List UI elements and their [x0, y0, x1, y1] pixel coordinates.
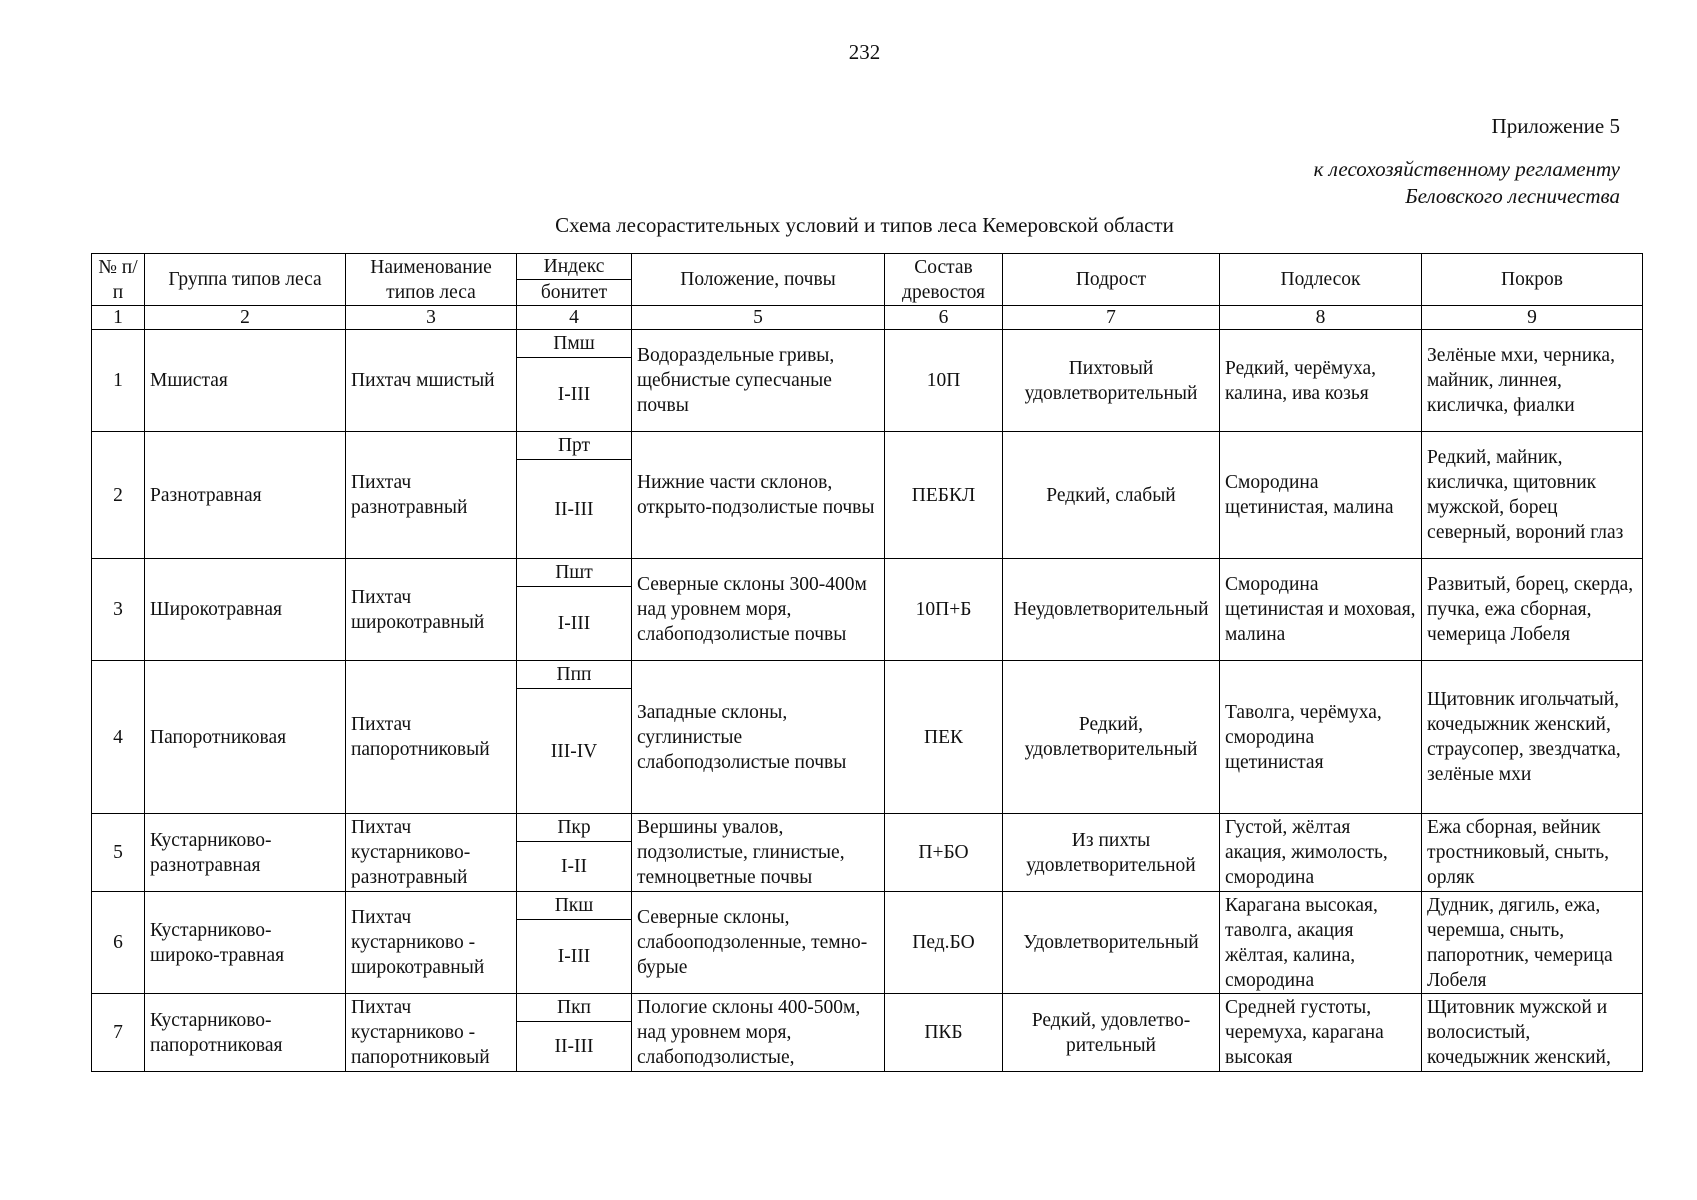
group-cell: Кустарниково-разнотравная	[145, 814, 346, 892]
group-cell: Кустарниково-широко-травная	[145, 892, 346, 994]
underbrush-cell: Смородина щетинистая и моховая, малина	[1220, 559, 1422, 661]
column-number: 9	[1422, 306, 1643, 330]
header-index: Индекс	[517, 254, 632, 280]
column-number: 8	[1220, 306, 1422, 330]
column-number: 1	[92, 306, 145, 330]
header-group: Группа типов леса	[145, 254, 346, 306]
undergrowth-cell: Пихтовый удовлетворительный	[1003, 330, 1220, 432]
column-number: 4	[517, 306, 632, 330]
index-cell: Ппп	[517, 661, 632, 689]
underbrush-cell: Средней густоты, черемуха, карагана высокая	[1220, 994, 1422, 1072]
name-cell: Пихтач широкотравный	[346, 559, 517, 661]
table-row	[92, 814, 1643, 842]
table-row	[92, 994, 1643, 1022]
position-cell: Водораздельные гривы, щебнистые супесчаные почвы	[632, 330, 885, 432]
header-cover: Покров	[1422, 254, 1643, 306]
cover-cell: Развитый, борец, скерда, пучка, ежа сборная, чемерица Лобеля	[1422, 559, 1643, 661]
position-cell: Нижние части склонов, открыто-подзолистые почвы	[632, 432, 885, 559]
position-cell: Пологие склоны 400-500м, над уровнем моря, слабоподзолистые,	[632, 994, 885, 1072]
header-num: № п/п	[92, 254, 145, 306]
name-cell: Пихтач кустарниково - широкотравный	[346, 892, 517, 994]
composition-cell: ПЕБКЛ	[885, 432, 1003, 559]
column-number: 3	[346, 306, 517, 330]
subtitle-line-2: Беловского лесничества	[1405, 184, 1620, 208]
name-cell: Пихтач разнотравный	[346, 432, 517, 559]
row-number: 2	[92, 432, 145, 559]
bonitet-cell: III-IV	[517, 689, 632, 814]
bonitet-cell: II-III	[517, 1022, 632, 1072]
header-name: Наименование типов леса	[346, 254, 517, 306]
undergrowth-cell: Редкий, удовлетворительный	[1003, 661, 1220, 814]
bonitet-cell: I-II	[517, 842, 632, 892]
column-number-row	[92, 306, 1643, 330]
name-cell: Пихтач кустарниково-разнотравный	[346, 814, 517, 892]
column-number: 7	[1003, 306, 1220, 330]
appendix-subtitle	[1314, 156, 1620, 210]
position-cell: Северные склоны, слабооподзоленные, темно-бурые	[632, 892, 885, 994]
composition-cell: 10П+Б	[885, 559, 1003, 661]
bonitet-cell: I-III	[517, 920, 632, 994]
index-cell: Пкп	[517, 994, 632, 1022]
header-bonitet: бонитет	[517, 280, 632, 306]
bonitet-cell: I-III	[517, 587, 632, 661]
position-cell: Северные склоны 300-400м над уровнем моря, слабоподзолистые почвы	[632, 559, 885, 661]
cover-cell: Щитовник игольчатый, кочедыжник женский, страусопер, звездчатка, зелёные мхи	[1422, 661, 1643, 814]
underbrush-cell: Карагана высокая, таволга, акация жёлтая, калина, смородина	[1220, 892, 1422, 994]
group-cell: Мшистая	[145, 330, 346, 432]
undergrowth-cell: Редкий, удовлетво-рительный	[1003, 994, 1220, 1072]
cover-cell: Зелёные мхи, черника, майник, линнея, кисличка, фиалки	[1422, 330, 1643, 432]
group-cell: Кустарниково-папоротниковая	[145, 994, 346, 1072]
composition-cell: ПЕК	[885, 661, 1003, 814]
undergrowth-cell: Из пихты удовлетворительной	[1003, 814, 1220, 892]
cover-cell: Щитовник мужской и волосистый, кочедыжник женский,	[1422, 994, 1643, 1072]
page-number: 232	[848, 40, 881, 64]
bonitet-cell: I-III	[517, 358, 632, 432]
table-row	[92, 432, 1643, 460]
row-number: 3	[92, 559, 145, 661]
cover-cell: Редкий, майник, кисличка, щитовник мужской, борец северный, вороний глаз	[1422, 432, 1643, 559]
column-number: 5	[632, 306, 885, 330]
cover-cell: Ежа сборная, вейник тростниковый, сныть, орляк	[1422, 814, 1643, 892]
bonitet-cell: II-III	[517, 460, 632, 559]
row-number: 7	[92, 994, 145, 1072]
column-number: 2	[145, 306, 346, 330]
group-cell: Разнотравная	[145, 432, 346, 559]
name-cell: Пихтач папоротниковый	[346, 661, 517, 814]
subtitle-line-1: к лесохозяйственному регламенту	[1313, 157, 1620, 181]
index-cell: Пмш	[517, 330, 632, 358]
row-number: 1	[92, 330, 145, 432]
underbrush-cell: Редкий, черёмуха, калина, ива козья	[1220, 330, 1422, 432]
group-cell: Широкотравная	[145, 559, 346, 661]
table-header	[92, 254, 1643, 330]
index-cell: Прт	[517, 432, 632, 460]
index-cell: Пкр	[517, 814, 632, 842]
name-cell: Пихтач кустарниково - папоротниковый	[346, 994, 517, 1072]
composition-cell: ПКБ	[885, 994, 1003, 1072]
cover-cell: Дудник, дягиль, ежа, черемша, сныть, папоротник, чемерица Лобеля	[1422, 892, 1643, 994]
row-number: 6	[92, 892, 145, 994]
row-number: 4	[92, 661, 145, 814]
table-row	[92, 661, 1643, 689]
header-undergrowth: Подрост	[1003, 254, 1220, 306]
appendix-label: Приложение 5	[1491, 114, 1620, 138]
header-composition: Состав древостоя	[885, 254, 1003, 306]
table-row	[92, 330, 1643, 358]
position-cell: Вершины увалов, подзолистые, глинистые, темноцветные почвы	[632, 814, 885, 892]
name-cell: Пихтач мшистый	[346, 330, 517, 432]
table-row	[92, 892, 1643, 920]
undergrowth-cell: Неудовлетворительный	[1003, 559, 1220, 661]
undergrowth-cell: Редкий, слабый	[1003, 432, 1220, 559]
composition-cell: П+БО	[885, 814, 1003, 892]
index-cell: Пшт	[517, 559, 632, 587]
underbrush-cell: Густой, жёлтая акация, жимолость, смородина	[1220, 814, 1422, 892]
header-underbrush: Подлесок	[1220, 254, 1422, 306]
position-cell: Западные склоны, суглинистые слабоподзолистые почвы	[632, 661, 885, 814]
forest-types-table	[91, 253, 1643, 1072]
underbrush-cell: Таволга, черёмуха, смородина щетинистая	[1220, 661, 1422, 814]
underbrush-cell: Смородина щетинистая, малина	[1220, 432, 1422, 559]
table-row	[92, 559, 1643, 587]
composition-cell: 10П	[885, 330, 1003, 432]
index-cell: Пкш	[517, 892, 632, 920]
row-number: 5	[92, 814, 145, 892]
composition-cell: Пед.БО	[885, 892, 1003, 994]
undergrowth-cell: Удовлетворительный	[1003, 892, 1220, 994]
group-cell: Папоротниковая	[145, 661, 346, 814]
column-number: 6	[885, 306, 1003, 330]
document-title: Схема лесорастительных условий и типов леса Кемеровской области	[555, 213, 1174, 237]
header-position: Положение, почвы	[632, 254, 885, 306]
